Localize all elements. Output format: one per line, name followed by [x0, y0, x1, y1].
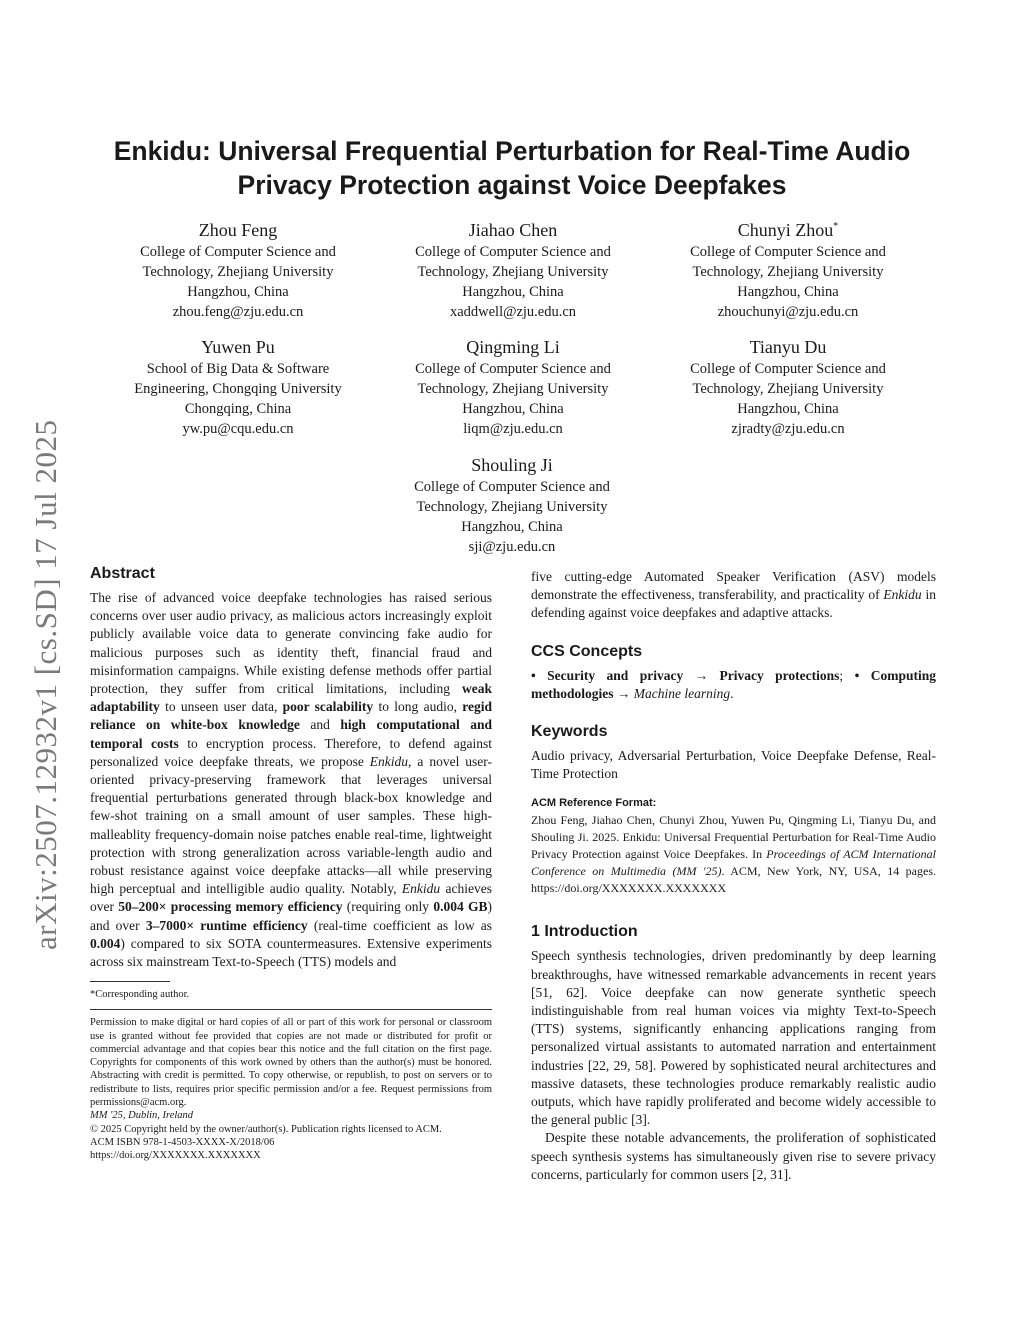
- arxiv-identifier: arXiv:2507.12932v1 [cs.SD] 17 Jul 2025: [28, 419, 63, 950]
- author-name: Qingming Li: [466, 337, 560, 357]
- author-affiliation: Engineering, Chongqing University: [134, 381, 342, 397]
- title-line-2: Privacy Protection against Voice Deepfakes: [237, 170, 787, 200]
- author-affiliation: College of Computer Science and: [414, 479, 610, 495]
- author-email: zhou.feng@zju.edu.cn: [172, 304, 304, 320]
- permission-notice: [90, 1009, 492, 1162]
- author-block: [648, 332, 928, 439]
- introduction-heading: 1 Introduction: [531, 923, 638, 941]
- author-affiliation: College of Computer Science and: [690, 244, 886, 260]
- author-location: Chongqing, China: [184, 401, 292, 417]
- author-email: zjradty@zju.edu.cn: [731, 421, 845, 437]
- author-block: [373, 215, 653, 322]
- abstract-continued: five cutting-edge Automated Speaker Verification (ASV) models demonstrate the effectiveness, transferability, and practicality of Enkidu in defending against voice deepfakes and adaptive attacks.: [531, 569, 936, 621]
- abstract-heading: Abstract: [90, 565, 155, 582]
- author-email: liqm@zju.edu.cn: [463, 421, 563, 437]
- author-name: Yuwen Pu: [201, 337, 275, 357]
- author-email: zhouchunyi@zju.edu.cn: [717, 304, 859, 320]
- venue: MM '25, Dublin, Ireland: [90, 1110, 194, 1122]
- abstract-text: The rise of advanced voice deepfake technologies has raised serious concerns over user audio privacy, as malicious actors increasingly exploit publicly available voice data to generate convincing fake audio for malicious purposes such as identity theft, financial fraud and misinformation campaigns. While existing defense methods offer partial protection, they suffer from critical limitations, including weak adaptability to unseen user data, poor scalability to long audio, regid reliance on white-box knowledge and high computational and temporal costs to encryption process. Therefore, to defend against personalized voice deepfake threats, we propose Enkidu, a novel user-oriented privacy-preserving framework that leverages universal frequential perturbations generated through black-box knowledge and few-shot training on a small amount of user samples. These high-malleablity frequency-domain noise patches enable real-time, lightweight protection with strong generalization across variable-length audio and robust resistance against voice deepfake attacks—all while preserving high perceptual and intelligible audio quality. Notably, Enkidu achieves over 50–200× processing memory efficiency (requiring only 0.004 GB) and over 3–7000× runtime efficiency (real-time coefficient as low as 0.004) compared to six SOTA countermeasures. Extensive experiments across six mainstream Text-to-Speech (TTS) models and: [90, 590, 493, 970]
- ccs-text: • Security and privacy → Privacy protections; • Computing methodologies → Machine learning.: [531, 667, 936, 701]
- author-block: [372, 450, 652, 557]
- author-affiliation: Technology, Zhejiang University: [142, 264, 334, 280]
- author-name: Jiahao Chen: [468, 220, 558, 240]
- author-affiliation: Technology, Zhejiang University: [692, 381, 884, 397]
- author-location: Hangzhou, China: [187, 284, 289, 300]
- author-name: Zhou Feng: [198, 220, 278, 240]
- author-location: Hangzhou, China: [462, 401, 564, 417]
- footnote-rule: [90, 981, 170, 982]
- author-email: sji@zju.edu.cn: [468, 539, 556, 555]
- author-location: Hangzhou, China: [737, 284, 839, 300]
- author-block: [98, 215, 378, 322]
- ccs-heading: CCS Concepts: [531, 642, 643, 660]
- paper-title: [80, 134, 944, 202]
- author-affiliation: College of Computer Science and: [140, 244, 336, 260]
- introduction-paragraph: Speech synthesis technologies, driven predominantly by deep learning breakthroughs, have witnessed remarkable advancements in recent years [51, 62]. Voice deepfake can now generate synthetic speech indistinguishable from real human voices via mighty Text-to-Speech (TTS) systems, significantly enhancing applications ranging from personalized virtual assistants to automated narration and entertainment industries [22, 29, 58]. Powered by sophisticated neural architectures and massive datasets, these technologies produce remarkably realistic audio outputs, which have rapidly proliferated and become widely accessible to the general public [3].: [531, 948, 936, 1128]
- keywords-text: Audio privacy, Adversarial Perturbation, Voice Deepfake Defense, Real-Time Protection: [531, 748, 936, 782]
- author-affiliation: College of Computer Science and: [415, 244, 611, 260]
- author-block: [373, 332, 653, 439]
- title-line-1: Enkidu: Universal Frequential Perturbation for Real-Time Audio: [113, 136, 911, 166]
- author-affiliation: Technology, Zhejiang University: [692, 264, 884, 280]
- author-email: yw.pu@cqu.edu.cn: [182, 421, 294, 437]
- author-affiliation: College of Computer Science and: [690, 361, 886, 377]
- author-affiliation: School of Big Data & Software: [146, 361, 330, 377]
- author-name: Chunyi Zhou*: [737, 220, 839, 240]
- author-block: [98, 332, 378, 439]
- author-affiliation: Technology, Zhejiang University: [416, 499, 608, 515]
- author-email: xaddwell@zju.edu.cn: [449, 304, 577, 320]
- author-location: Hangzhou, China: [737, 401, 839, 417]
- author-affiliation: College of Computer Science and: [415, 361, 611, 377]
- doi: https://doi.org/XXXXXXX.XXXXXXX: [90, 1150, 261, 1162]
- permission-text: Permission to make digital or hard copies of all or part of this work for personal or classroom use is granted without fee provided that copies are not made or distributed for profit or commercial advantage and that copies bear this notice and the full citation on the first page. Copyrights for components of this work owned by others than the author(s) must be honored. Abstracting with credit is permitted. To copy otherwise, or republish, to post on servers or to redistribute to lists, requires prior specific permission and/or a fee. Request permissions from permissions@acm.org.: [90, 1017, 492, 1109]
- copyright: © 2025 Copyright held by the owner/author(s). Publication rights licensed to ACM.: [90, 1123, 442, 1135]
- author-location: Hangzhou, China: [461, 519, 563, 535]
- right-column: [531, 568, 936, 1184]
- acm-reference-heading: ACM Reference Format:: [531, 797, 657, 810]
- acm-reference-text: Zhou Feng, Jiahao Chen, Chunyi Zhou, Yuwen Pu, Qingming Li, Tianyu Du, and Shouling Ji. 2025. Enkidu: Universal Frequential Perturbation for Real-Time Audio Privacy Protection against Voice Deepfakes. In Proceedings of ACM International Conference on Multimedia (MM '25). ACM, New York, NY, USA, 14 pages. https://doi.org/XXXXXXX.XXXXXXX: [531, 813, 937, 896]
- author-location: Hangzhou, China: [462, 284, 564, 300]
- corresponding-author-footnote: *Corresponding author.: [90, 989, 190, 1001]
- author-name: Tianyu Du: [749, 337, 827, 357]
- introduction-paragraph: Despite these notable advancements, the proliferation of sophisticated speech synthesis systems has simultaneously given rise to severe privacy concerns, particularly for common users [2, 31].: [531, 1130, 936, 1182]
- author-affiliation: Technology, Zhejiang University: [417, 381, 609, 397]
- author-name: Shouling Ji: [471, 455, 553, 475]
- left-column: [90, 565, 492, 1163]
- isbn: ACM ISBN 978-1-4503-XXXX-X/2018/06: [90, 1136, 275, 1148]
- author-affiliation: Technology, Zhejiang University: [417, 264, 609, 280]
- keywords-heading: Keywords: [531, 723, 608, 741]
- author-block: [648, 215, 928, 322]
